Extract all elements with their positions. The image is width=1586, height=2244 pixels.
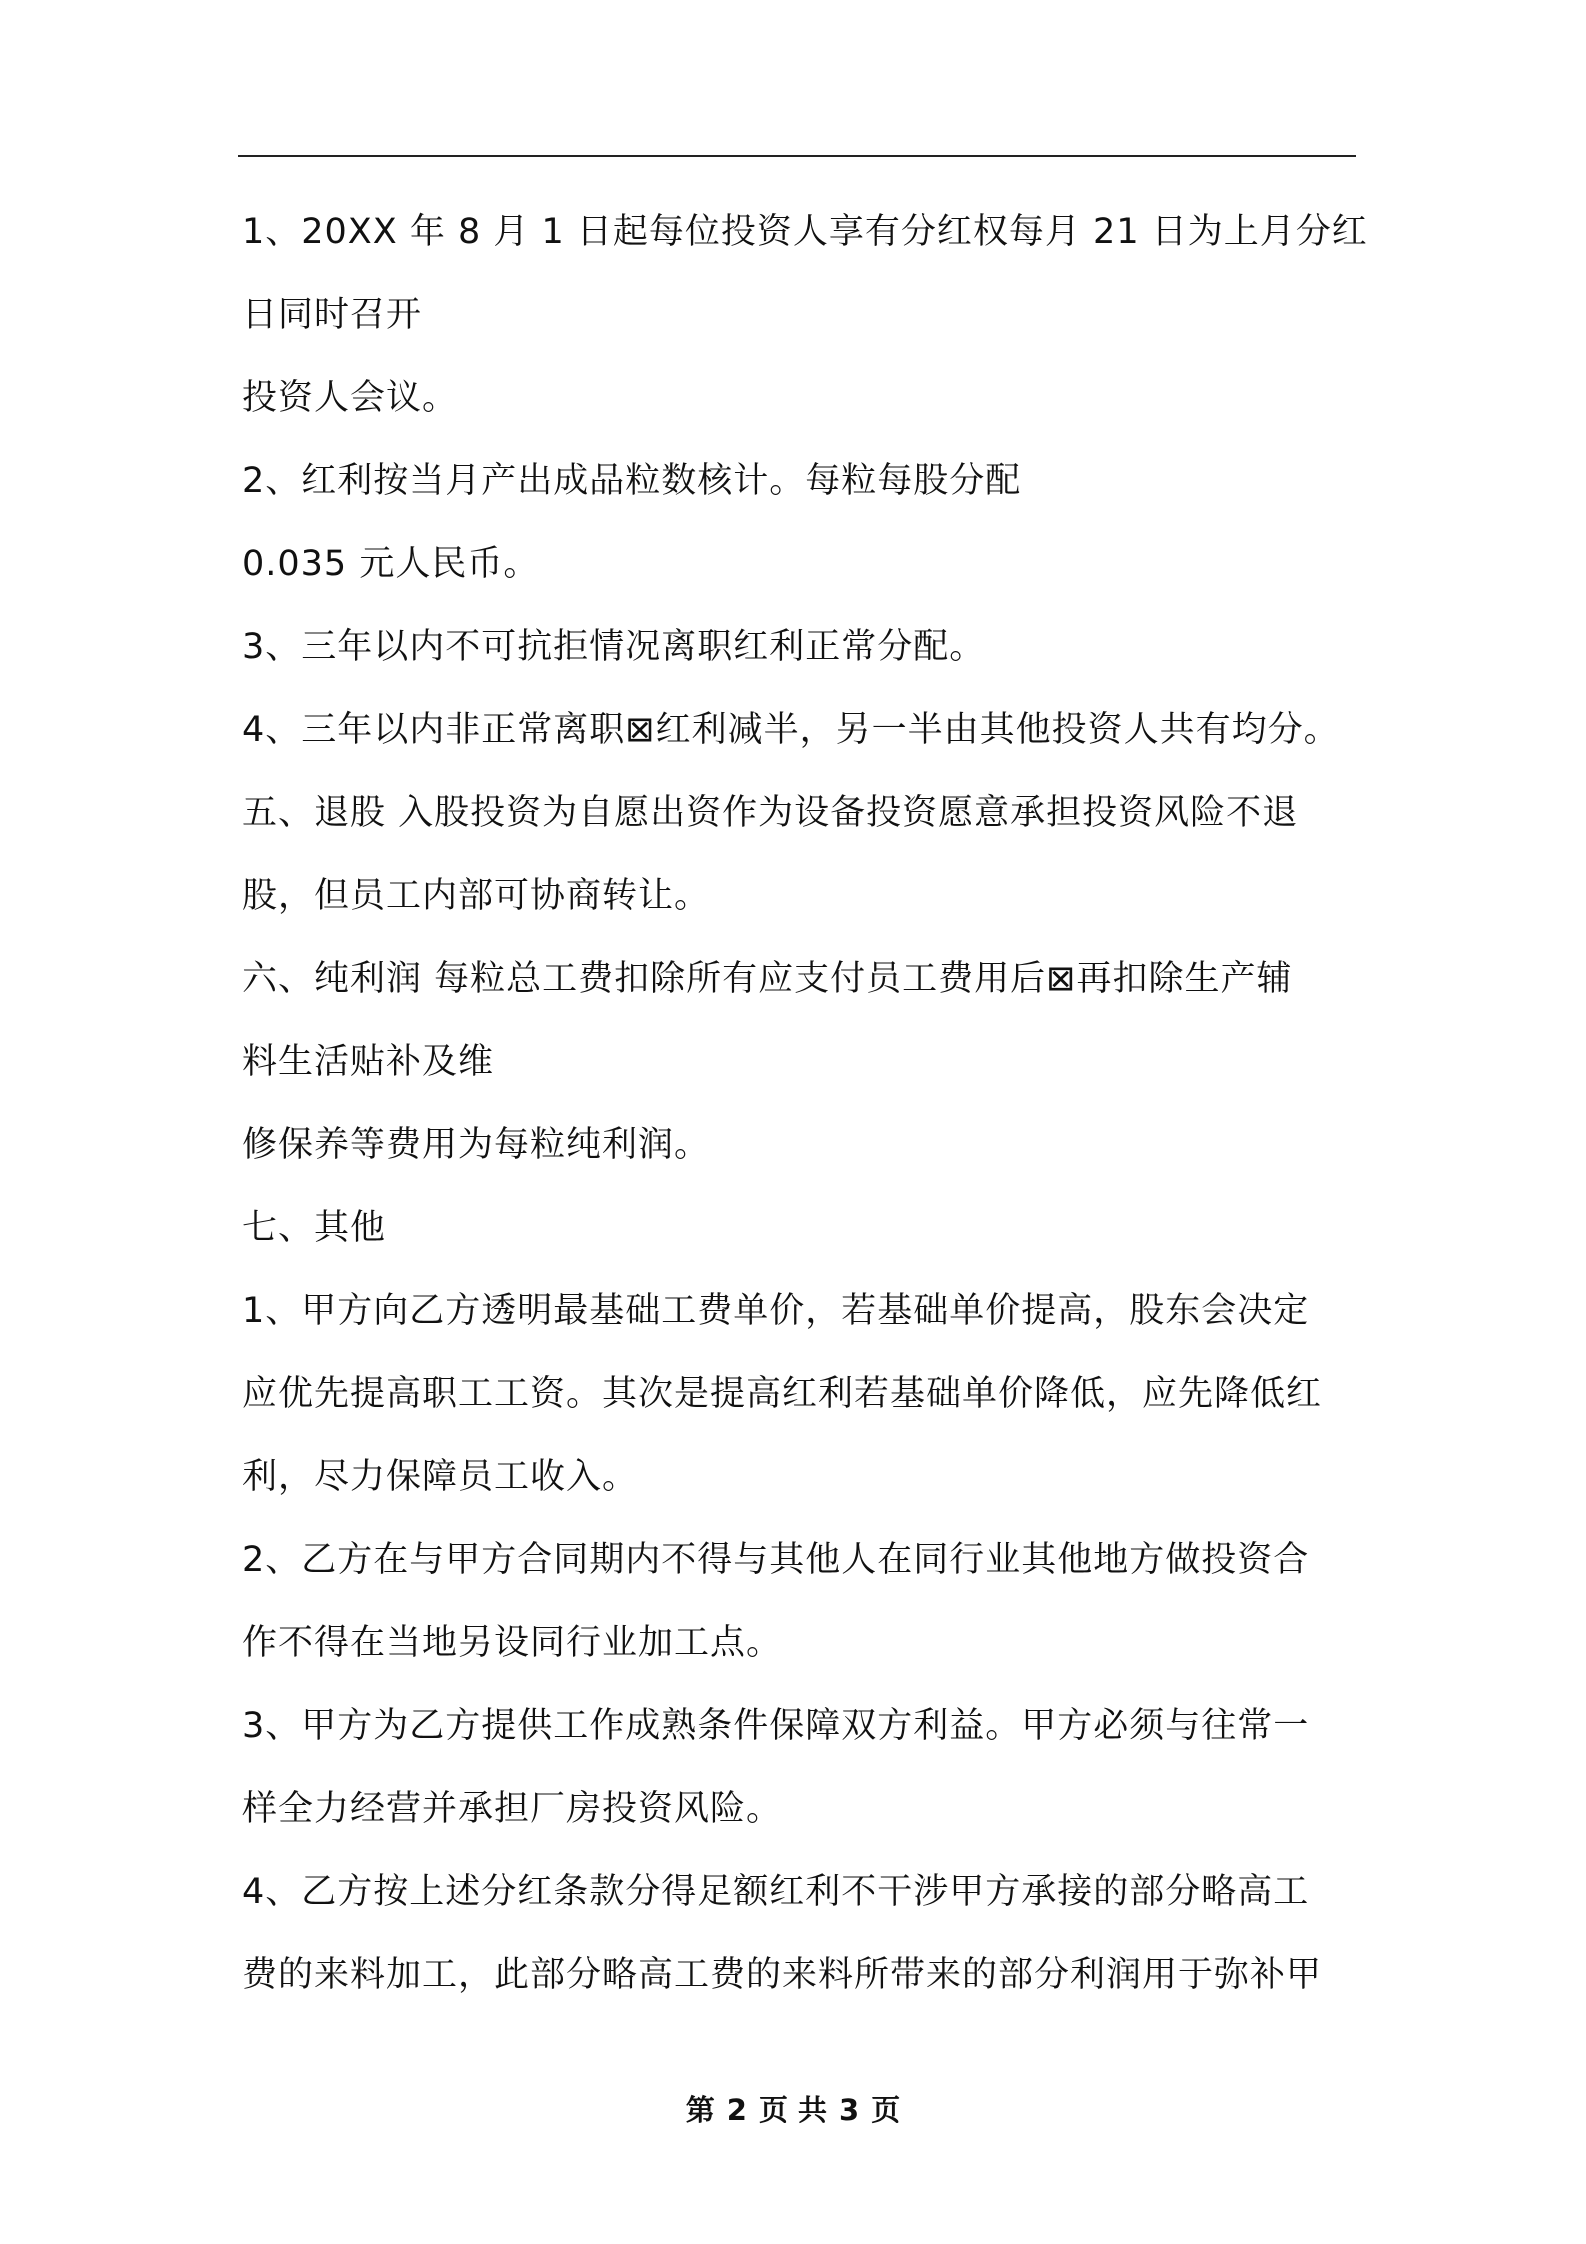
text-line: 0.035 元人民币。 <box>242 544 540 584</box>
footer-suffix: 页 <box>871 2093 901 2127</box>
footer-middle: 页 共 <box>758 2093 828 2127</box>
text-line: 修保养等费用为每粒纯利润。 <box>242 1125 711 1165</box>
text-line: 投资人会议。 <box>242 378 459 418</box>
text-line: 3、甲方为乙方提供工作成熟条件保障双方利益。甲方必须与往常一 <box>242 1706 1310 1746</box>
text-line: 1、20XX 年 8 月 1 日起每位投资人享有分红权每月 21 日为上月分红 <box>242 212 1368 252</box>
text-line: 利，尽力保障员工收入。 <box>242 1457 639 1497</box>
text-line: 1、甲方向乙方透明最基础工费单价，若基础单价提高，股东会决定 <box>242 1291 1310 1331</box>
text-line: 日同时召开 <box>242 295 423 335</box>
total-page-count: 3 <box>839 2093 860 2127</box>
footer-prefix: 第 <box>685 2093 715 2127</box>
text-line: 五、退股 入股投资为自愿出资作为设备投资愿意承担投资风险不退 <box>242 793 1299 833</box>
text-line: 4、三年以内非正常离职⊠红利减半，另一半由其他投资人共有均分。 <box>242 710 1340 750</box>
text-line: 作不得在当地另设同行业加工点。 <box>242 1623 783 1663</box>
text-line: 2、红利按当月产出成品粒数核计。每粒每股分配 <box>242 461 1022 501</box>
text-line: 股，但员工内部可协商转让。 <box>242 876 711 916</box>
text-line: 料生活贴补及维 <box>242 1042 495 1082</box>
text-line: 4、乙方按上述分红条款分得足额红利不干涉甲方承接的部分略高工 <box>242 1872 1310 1912</box>
text-line: 样全力经营并承担厂房投资风险。 <box>242 1789 783 1829</box>
text-line: 3、三年以内不可抗拒情况离职红利正常分配。 <box>242 627 986 667</box>
text-line: 费的来料加工，此部分略高工费的来料所带来的部分利润用于弥补甲 <box>242 1955 1323 1995</box>
page-number-footer <box>0 2090 1586 2130</box>
text-line: 七、其他 <box>242 1208 387 1248</box>
current-page-number: 2 <box>726 2093 747 2127</box>
text-line: 六、纯利润 每粒总工费扣除所有应支付员工费用后⊠再扣除生产辅 <box>242 959 1293 999</box>
text-line: 应优先提高职工工资。其次是提高红利若基础单价降低，应先降低红 <box>242 1374 1323 1414</box>
text-line: 2、乙方在与甲方合同期内不得与其他人在同行业其他地方做投资合 <box>242 1540 1310 1580</box>
